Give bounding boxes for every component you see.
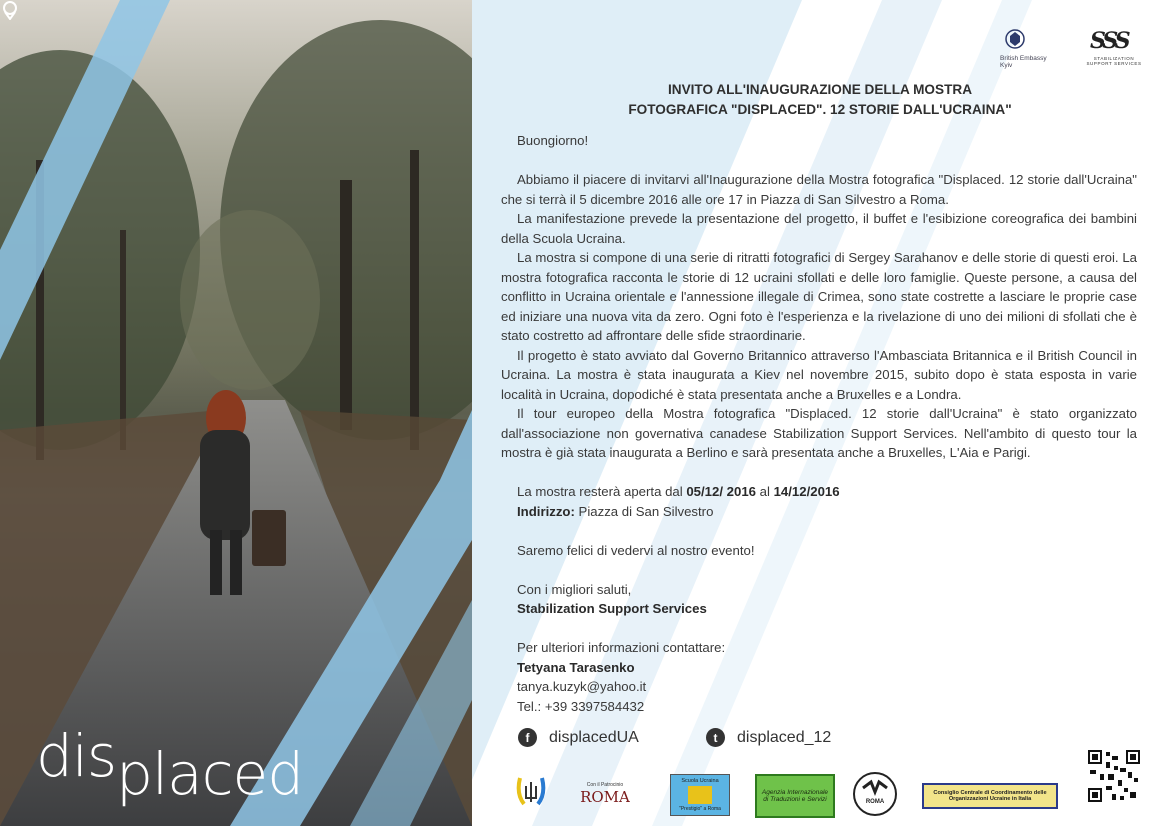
open-mid: al bbox=[756, 484, 774, 499]
photo-illustration bbox=[0, 0, 472, 826]
facebook-link[interactable] bbox=[518, 728, 639, 747]
title-line-2: FOTOGRAFICA "DISPLACED". 12 STORIE DALL'UCRAINA" bbox=[628, 102, 1012, 117]
qr-code[interactable] bbox=[1088, 750, 1140, 802]
twitter-handle: displaced_12 bbox=[737, 728, 832, 746]
paragraph-4: Il progetto è stato avviato dal Governo Britannico attraverso l'Ambasciata Britannica e il British Council in Ucraina. La mostra è stata inaugurata a Kiev nel novembre 2015, subito dopo è stata esposta in varie località in Ucraina, dopodiché è stata presentata anche a Bruxelles e a Londra. bbox=[501, 347, 1137, 402]
school-name: Scuola Ucraina bbox=[681, 778, 719, 784]
opening-dates bbox=[501, 482, 1137, 502]
twitter-link[interactable] bbox=[706, 728, 831, 747]
roma-ucraina-badge bbox=[850, 770, 900, 818]
sss-name: STABILIZATION SUPPORT SERVICES bbox=[1086, 56, 1142, 66]
paragraph-5: Il tour europeo della Mostra fotografica "Displaced. 12 storie dall'Ucraina" è stato organizzato dall'associazione non governativa canadese Stabilization Support Services. Nell'ambito di questo tour la mostra è già stata inaugurata a Berlino e sarà presentata anche a Bruxelles, L'Aia e Parigi. bbox=[501, 406, 1137, 460]
council-name: Consiglio Centrale di Coordinamento delle Organizzazioni Ucraine in Italia bbox=[933, 790, 1047, 802]
contact-name bbox=[501, 658, 1137, 678]
trident-icon bbox=[514, 774, 548, 814]
open-from: 05/12/ 2016 bbox=[686, 484, 756, 499]
contact-phone: Tel.: +39 3397584432 bbox=[517, 698, 645, 714]
displaced-logo bbox=[36, 722, 304, 808]
agency-name: Agenzia Internazionale di Traduzioni e Servizi bbox=[761, 789, 829, 803]
roma-patronage-logo bbox=[568, 770, 642, 818]
facebook-icon: f bbox=[518, 728, 537, 747]
sss-mark: SSS bbox=[1090, 28, 1128, 54]
school-subtitle: "Prestigio" a Roma bbox=[679, 806, 721, 812]
open-to: 14/12/2016 bbox=[773, 484, 840, 499]
twitter-icon: t bbox=[706, 728, 725, 747]
greeting: Buongiorno! bbox=[517, 133, 589, 148]
badge-text: ROMA bbox=[865, 799, 885, 805]
contact-email[interactable]: tanya.kuzyk@yahoo.it bbox=[517, 679, 647, 694]
location-pin-icon bbox=[0, 0, 20, 20]
cover-photo bbox=[0, 0, 472, 826]
sss-logo bbox=[1084, 28, 1144, 70]
regards: Con i migliori saluti, bbox=[517, 581, 632, 597]
logo-placed: placed bbox=[116, 740, 304, 808]
paragraph-2: La manifestazione prevede la presentazione del progetto, il buffet e l'esibizione coreografica dei bambini della Scuola Ucraina. bbox=[501, 211, 1137, 246]
contact-name-text: Tetyana Tarasenko bbox=[517, 659, 635, 675]
roma-patronage-label: Con il Patrocinio bbox=[586, 782, 624, 788]
ukraine-trident-logo bbox=[508, 770, 554, 818]
paragraph-3: La mostra si compone di una serie di ritratti fotografici di Sergey Sarahanov e delle storie di questi eroi. La mostra fotografica racconta le storie di 12 ucraini sfollati e delle loro famiglie. Queste persone, a causa del conflitto in Ucraina orientale e l'annessione illegale di Crimea, sono state costrette a lasciare le proprie case ed iniziare una nuova vita da zero. Ogni foto è l'esperienza e la rivelazione di uno dei milioni di sfollati che è stato costretto ad affrontare delle sfide straordinarie. bbox=[501, 250, 1137, 343]
open-prefix: La mostra resterà aperta dal bbox=[517, 484, 687, 499]
scuola-ucraina-logo bbox=[670, 774, 730, 816]
title-line-1: INVITO ALL'INAUGURAZIONE DELLA MOSTRA bbox=[667, 82, 973, 97]
translation-agency-logo bbox=[755, 774, 835, 818]
invitation-body bbox=[501, 131, 1137, 716]
organization bbox=[501, 599, 1137, 619]
embassy-name: British Embassy Kyiv bbox=[1000, 55, 1047, 69]
badge-icon bbox=[851, 770, 899, 818]
logo-dis: dis bbox=[36, 722, 117, 790]
info-line: Per ulteriori informazioni contattare: bbox=[517, 640, 726, 655]
address-label: Indirizzo: bbox=[517, 503, 575, 519]
organization-name: Stabilization Support Services bbox=[517, 601, 707, 616]
school-emblem-icon bbox=[688, 786, 712, 804]
royal-crest-icon bbox=[1004, 28, 1026, 50]
roma-wordmark: ROMA bbox=[580, 788, 630, 806]
address bbox=[501, 502, 1137, 522]
paragraph-1: Abbiamo il piacere di invitarvi all'Inaugurazione della Mostra fotografica "Displaced. 12 storie dall'Ucraina" che si terrà il 5 dicembre 2016 alle ore 17 in Piazza di San Silvestro a Roma. bbox=[501, 172, 1137, 207]
closing-line: Saremo felici di vedervi al nostro evento! bbox=[517, 542, 755, 558]
invitation-title bbox=[500, 80, 1140, 120]
address-value: Piazza di San Silvestro bbox=[574, 503, 714, 519]
british-embassy-logo bbox=[1000, 28, 1060, 70]
facebook-handle: displacedUA bbox=[549, 728, 639, 746]
coordination-council-logo bbox=[922, 783, 1058, 809]
